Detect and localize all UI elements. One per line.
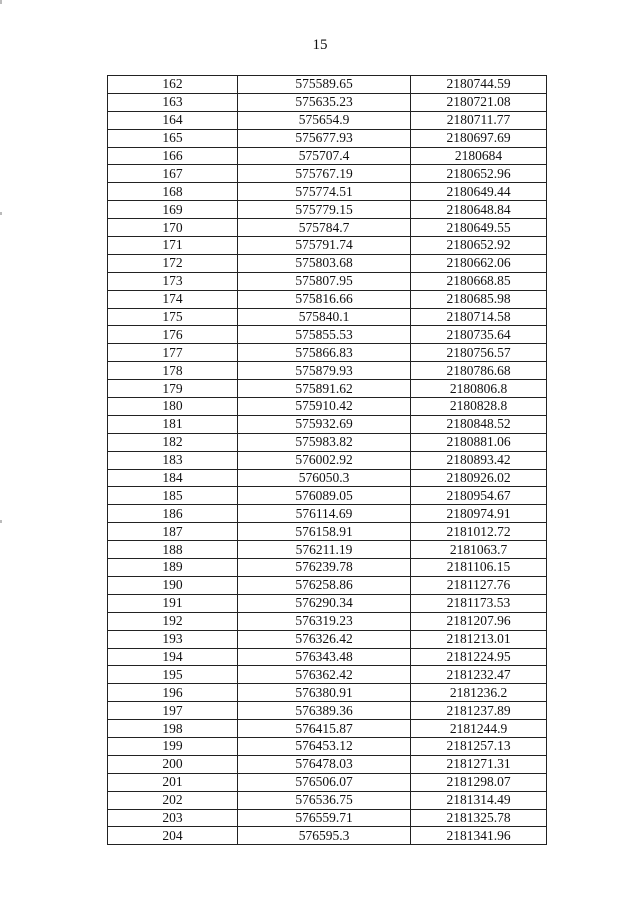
x-coordinate-cell: 576326.42	[238, 630, 411, 648]
y-coordinate-cell: 2180926.02	[411, 469, 547, 487]
x-coordinate-cell: 575767.19	[238, 165, 411, 183]
table-row	[108, 487, 547, 505]
x-coordinate-cell: 575635.23	[238, 93, 411, 111]
point-number-cell: 165	[108, 129, 238, 147]
point-number-cell: 200	[108, 755, 238, 773]
table-row	[108, 505, 547, 523]
point-number-cell: 174	[108, 290, 238, 308]
point-number-cell: 163	[108, 93, 238, 111]
y-coordinate-cell: 2181244.9	[411, 720, 547, 738]
x-coordinate-cell: 576343.48	[238, 648, 411, 666]
table-row	[108, 129, 547, 147]
x-coordinate-cell: 576362.42	[238, 666, 411, 684]
point-number-cell: 179	[108, 380, 238, 398]
x-coordinate-cell: 575879.93	[238, 362, 411, 380]
x-coordinate-cell: 575983.82	[238, 433, 411, 451]
y-coordinate-cell: 2181298.07	[411, 773, 547, 791]
y-coordinate-cell: 2180893.42	[411, 451, 547, 469]
y-coordinate-cell: 2180786.68	[411, 362, 547, 380]
x-coordinate-cell: 576536.75	[238, 791, 411, 809]
point-number-cell: 191	[108, 594, 238, 612]
y-coordinate-cell: 2180649.44	[411, 183, 547, 201]
x-coordinate-cell: 575910.42	[238, 398, 411, 416]
point-number-cell: 186	[108, 505, 238, 523]
table-row	[108, 219, 547, 237]
scan-edge-mark	[0, 212, 2, 215]
x-coordinate-cell: 575932.69	[238, 415, 411, 433]
y-coordinate-cell: 2180684	[411, 147, 547, 165]
x-coordinate-cell: 576380.91	[238, 684, 411, 702]
point-number-cell: 194	[108, 648, 238, 666]
point-number-cell: 183	[108, 451, 238, 469]
table-row	[108, 93, 547, 111]
y-coordinate-cell: 2181106.15	[411, 559, 547, 577]
point-number-cell: 180	[108, 398, 238, 416]
point-number-cell: 192	[108, 612, 238, 630]
x-coordinate-cell: 576415.87	[238, 720, 411, 738]
point-number-cell: 184	[108, 469, 238, 487]
point-number-cell: 169	[108, 201, 238, 219]
point-number-cell: 189	[108, 559, 238, 577]
table-row	[108, 827, 547, 845]
x-coordinate-cell: 576050.3	[238, 469, 411, 487]
y-coordinate-cell: 2181224.95	[411, 648, 547, 666]
x-coordinate-cell: 575654.9	[238, 111, 411, 129]
x-coordinate-cell: 575589.65	[238, 76, 411, 94]
point-number-cell: 188	[108, 541, 238, 559]
x-coordinate-cell: 575866.83	[238, 344, 411, 362]
table-row	[108, 380, 547, 398]
point-number-cell: 202	[108, 791, 238, 809]
point-number-cell: 166	[108, 147, 238, 165]
x-coordinate-cell: 575707.4	[238, 147, 411, 165]
table-row	[108, 755, 547, 773]
table-row	[108, 559, 547, 577]
x-coordinate-cell: 576258.86	[238, 576, 411, 594]
table-row	[108, 630, 547, 648]
table-row	[108, 308, 547, 326]
table-row	[108, 76, 547, 94]
x-coordinate-cell: 576114.69	[238, 505, 411, 523]
y-coordinate-cell: 2181341.96	[411, 827, 547, 845]
x-coordinate-cell: 576158.91	[238, 523, 411, 541]
scan-edge-mark	[0, 520, 2, 523]
table-row	[108, 111, 547, 129]
point-number-cell: 173	[108, 272, 238, 290]
table-row	[108, 541, 547, 559]
table-row	[108, 576, 547, 594]
table-row	[108, 523, 547, 541]
y-coordinate-cell: 2181314.49	[411, 791, 547, 809]
table-row	[108, 594, 547, 612]
y-coordinate-cell: 2180954.67	[411, 487, 547, 505]
table-row	[108, 666, 547, 684]
point-number-cell: 204	[108, 827, 238, 845]
y-coordinate-cell: 2180697.69	[411, 129, 547, 147]
y-coordinate-cell: 2180648.84	[411, 201, 547, 219]
y-coordinate-cell: 2180652.92	[411, 237, 547, 255]
y-coordinate-cell: 2181207.96	[411, 612, 547, 630]
point-number-cell: 171	[108, 237, 238, 255]
x-coordinate-cell: 575774.51	[238, 183, 411, 201]
x-coordinate-cell: 576559.71	[238, 809, 411, 827]
table-row	[108, 326, 547, 344]
table-row	[108, 773, 547, 791]
point-number-cell: 181	[108, 415, 238, 433]
y-coordinate-cell: 2181127.76	[411, 576, 547, 594]
point-number-cell: 182	[108, 433, 238, 451]
x-coordinate-cell: 575791.74	[238, 237, 411, 255]
table-row	[108, 272, 547, 290]
x-coordinate-cell: 576595.3	[238, 827, 411, 845]
point-number-cell: 170	[108, 219, 238, 237]
point-number-cell: 201	[108, 773, 238, 791]
y-coordinate-cell: 2180685.98	[411, 290, 547, 308]
y-coordinate-cell: 2181257.13	[411, 737, 547, 755]
table-row	[108, 415, 547, 433]
point-number-cell: 190	[108, 576, 238, 594]
y-coordinate-cell: 2180662.06	[411, 254, 547, 272]
table-row	[108, 684, 547, 702]
y-coordinate-cell: 2181271.31	[411, 755, 547, 773]
point-number-cell: 168	[108, 183, 238, 201]
table-row	[108, 165, 547, 183]
point-number-cell: 195	[108, 666, 238, 684]
table-row	[108, 398, 547, 416]
point-number-cell: 196	[108, 684, 238, 702]
x-coordinate-cell: 576478.03	[238, 755, 411, 773]
y-coordinate-cell: 2180806.8	[411, 380, 547, 398]
point-number-cell: 177	[108, 344, 238, 362]
y-coordinate-cell: 2180652.96	[411, 165, 547, 183]
y-coordinate-cell: 2181236.2	[411, 684, 547, 702]
scan-edge-mark	[0, 0, 2, 4]
x-coordinate-cell: 576290.34	[238, 594, 411, 612]
table-row	[108, 201, 547, 219]
table-row	[108, 648, 547, 666]
y-coordinate-cell: 2180756.57	[411, 344, 547, 362]
page-number: 15	[312, 37, 328, 53]
y-coordinate-cell: 2180828.8	[411, 398, 547, 416]
y-coordinate-cell: 2180721.08	[411, 93, 547, 111]
table-row	[108, 612, 547, 630]
point-number-cell: 193	[108, 630, 238, 648]
table-row	[108, 791, 547, 809]
y-coordinate-cell: 2180735.64	[411, 326, 547, 344]
point-number-cell: 162	[108, 76, 238, 94]
point-number-cell: 175	[108, 308, 238, 326]
y-coordinate-cell: 2180744.59	[411, 76, 547, 94]
y-coordinate-cell: 2180848.52	[411, 415, 547, 433]
y-coordinate-cell: 2181232.47	[411, 666, 547, 684]
table-row	[108, 147, 547, 165]
x-coordinate-cell: 576319.23	[238, 612, 411, 630]
point-number-cell: 178	[108, 362, 238, 380]
y-coordinate-cell: 2180974.91	[411, 505, 547, 523]
x-coordinate-cell: 575840.1	[238, 308, 411, 326]
table-row	[108, 344, 547, 362]
x-coordinate-cell: 576453.12	[238, 737, 411, 755]
coordinates-table	[107, 75, 547, 845]
table-row	[108, 433, 547, 451]
point-number-cell: 203	[108, 809, 238, 827]
y-coordinate-cell: 2181237.89	[411, 702, 547, 720]
x-coordinate-cell: 575891.62	[238, 380, 411, 398]
table-row	[108, 237, 547, 255]
x-coordinate-cell: 575677.93	[238, 129, 411, 147]
table-row	[108, 451, 547, 469]
table-row	[108, 183, 547, 201]
y-coordinate-cell: 2181012.72	[411, 523, 547, 541]
point-number-cell: 176	[108, 326, 238, 344]
point-number-cell: 197	[108, 702, 238, 720]
coordinates-table-body	[108, 76, 547, 845]
y-coordinate-cell: 2180668.85	[411, 272, 547, 290]
y-coordinate-cell: 2180649.55	[411, 219, 547, 237]
x-coordinate-cell: 575807.95	[238, 272, 411, 290]
point-number-cell: 187	[108, 523, 238, 541]
y-coordinate-cell: 2181173.53	[411, 594, 547, 612]
x-coordinate-cell: 576239.78	[238, 559, 411, 577]
y-coordinate-cell: 2180714.58	[411, 308, 547, 326]
table-row	[108, 469, 547, 487]
x-coordinate-cell: 576211.19	[238, 541, 411, 559]
table-row	[108, 362, 547, 380]
x-coordinate-cell: 575784.7	[238, 219, 411, 237]
table-row	[108, 290, 547, 308]
table-row	[108, 254, 547, 272]
x-coordinate-cell: 576506.07	[238, 773, 411, 791]
x-coordinate-cell: 576389.36	[238, 702, 411, 720]
y-coordinate-cell: 2180881.06	[411, 433, 547, 451]
y-coordinate-cell: 2181063.7	[411, 541, 547, 559]
x-coordinate-cell: 575855.53	[238, 326, 411, 344]
y-coordinate-cell: 2180711.77	[411, 111, 547, 129]
point-number-cell: 198	[108, 720, 238, 738]
y-coordinate-cell: 2181325.78	[411, 809, 547, 827]
table-row	[108, 737, 547, 755]
table-row	[108, 809, 547, 827]
table-row	[108, 702, 547, 720]
x-coordinate-cell: 576002.92	[238, 451, 411, 469]
x-coordinate-cell: 576089.05	[238, 487, 411, 505]
point-number-cell: 199	[108, 737, 238, 755]
point-number-cell: 167	[108, 165, 238, 183]
point-number-cell: 164	[108, 111, 238, 129]
x-coordinate-cell: 575816.66	[238, 290, 411, 308]
y-coordinate-cell: 2181213.01	[411, 630, 547, 648]
point-number-cell: 172	[108, 254, 238, 272]
x-coordinate-cell: 575779.15	[238, 201, 411, 219]
table-row	[108, 720, 547, 738]
x-coordinate-cell: 575803.68	[238, 254, 411, 272]
point-number-cell: 185	[108, 487, 238, 505]
